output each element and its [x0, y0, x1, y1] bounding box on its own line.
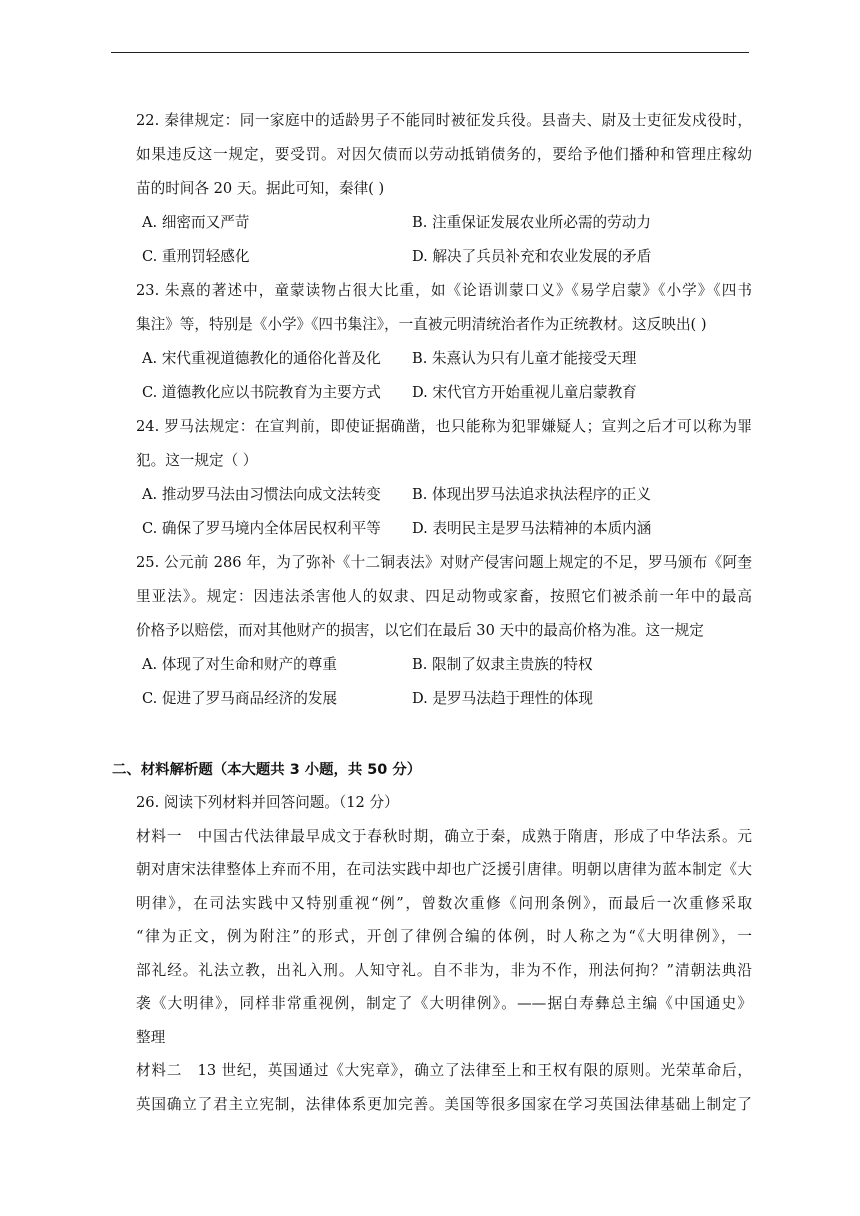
option-d[interactable]: D. 解决了兵员补充和农业发展的矛盾: [412, 248, 652, 265]
question-text-line: 24. 罗马法规定：在宣判前，即使证据确凿，也只能称为犯罪嫌疑人；宣判之后才可以称为罪: [136, 418, 752, 435]
material-text-line: “律为正文，例为附注”的形式，开创了律例合编的体例，时人称之为“《大明律例》，一: [136, 928, 752, 945]
options-grid: [136, 342, 752, 410]
option-d[interactable]: D. 表明民主是罗马法精神的本质内涵: [412, 520, 652, 537]
option-c[interactable]: C. 道德教化应以书院教育为主要方式: [142, 384, 381, 401]
question-text-line: 集注》等，特别是《小学》《四书集注》，一直被元明清统治者作为正统教材。这反映出( ): [136, 316, 707, 333]
option-c[interactable]: C. 重刑罚轻感化: [142, 248, 250, 265]
section-heading: 二、材料解析题（本大题共 3 小题，共 50 分）: [112, 762, 422, 778]
material-text-line: 朝对唐宋法律整体上弃而不用，在司法实践中却也广泛援引唐律。明朝以唐律为蓝本制定《大: [136, 861, 752, 878]
options-grid: [136, 206, 752, 274]
option-b[interactable]: B. 注重保证发展农业所必需的劳动力: [412, 214, 651, 231]
material-text-line: 明律》，在司法实践中又特别重视“例”，曾数次重修《问刑条例》，而最后一次重修采取: [136, 894, 752, 912]
question-text-line: 里亚法》。规定：因违法杀害他人的奴隶、四足动物或家畜，按照它们被杀前一年中的最高: [136, 588, 752, 605]
question-text-line: 价格予以赔偿，而对其他财产的损害，以它们在最后 30 天中的最高价格为准。这一规定: [136, 622, 704, 639]
option-b[interactable]: B. 体现出罗马法追求执法程序的正义: [412, 486, 651, 503]
page-content: [112, 104, 752, 1121]
question-text-line: 如果违反这一规定，要受罚。对因欠债而以劳动抵销债务的，要给予他们播种和管理庄稼幼: [136, 146, 752, 163]
option-a[interactable]: A. 推动罗马法由习惯法向成文法转变: [142, 486, 381, 503]
question-text-line: 犯。这一规定（ ）: [136, 452, 258, 469]
option-b[interactable]: B. 朱熹认为只有儿童才能接受天理: [412, 350, 637, 367]
question-text-line: 22. 秦律规定：同一家庭中的适龄男子不能同时被征发兵役。县啬夫、尉及士吏征发戍役时，: [136, 112, 752, 129]
option-a[interactable]: A. 体现了对生命和财产的尊重: [142, 656, 337, 673]
option-a[interactable]: A. 细密而又严苛: [142, 214, 250, 231]
material-text-line: 材料一 中国古代法律最早成文于春秋时期，确立于秦，成熟于隋唐，形成了中华法系。元: [136, 827, 752, 845]
options-grid: [136, 648, 752, 716]
option-c[interactable]: C. 确保了罗马境内全体居民权利平等: [142, 520, 381, 537]
option-b[interactable]: B. 限制了奴隶主贵族的特权: [412, 656, 593, 673]
material-text-line: 材料二 13 世纪，英国通过《大宪章》，确立了法律至上和王权有限的原则。光荣革命后，: [136, 1062, 752, 1079]
material-text-line: 袭《大明律》，同样非常重视例，制定了《大明律例》。——据白寿彝总主编《中国通史》: [136, 995, 752, 1012]
question-text-line: 26. 阅读下列材料并回答问题。（12 分）: [136, 794, 399, 811]
option-c[interactable]: C. 促进了罗马商品经济的发展: [142, 690, 338, 707]
option-d[interactable]: D. 是罗马法趋于理性的体现: [412, 690, 593, 707]
question-26: [112, 786, 752, 1121]
material-text-line: 部礼经。礼法立教，出礼入刑。人知守礼。自不非为，非为不作，刑法何拘？”清朝法典沿: [136, 961, 752, 979]
header-rule: [111, 52, 749, 53]
question-23: [112, 274, 752, 410]
question-25: [112, 546, 752, 716]
question-text-line: 25. 公元前 286 年，为了弥补《十二铜表法》对财产侵害问题上规定的不足，罗马颁布《阿奎: [136, 554, 752, 571]
material-text-line: 英国确立了君主立宪制，法律体系更加完善。美国等很多国家在学习英国法律基础上制定了: [136, 1095, 752, 1113]
material-text-line: 整理: [136, 1028, 166, 1046]
question-text-line: 23. 朱熹的著述中，童蒙读物占很大比重，如《论语训蒙口义》《易学启蒙》《小学》《四书: [136, 282, 752, 299]
options-grid: [136, 478, 752, 546]
option-d[interactable]: D. 宋代官方开始重视儿童启蒙教育: [412, 384, 637, 401]
question-24: [112, 410, 752, 546]
option-a[interactable]: A. 宋代重视道德教化的通俗化普及化: [142, 350, 381, 367]
question-22: [112, 104, 752, 274]
question-text-line: 苗的时间各 20 天。据此可知，秦律( ): [136, 180, 385, 197]
